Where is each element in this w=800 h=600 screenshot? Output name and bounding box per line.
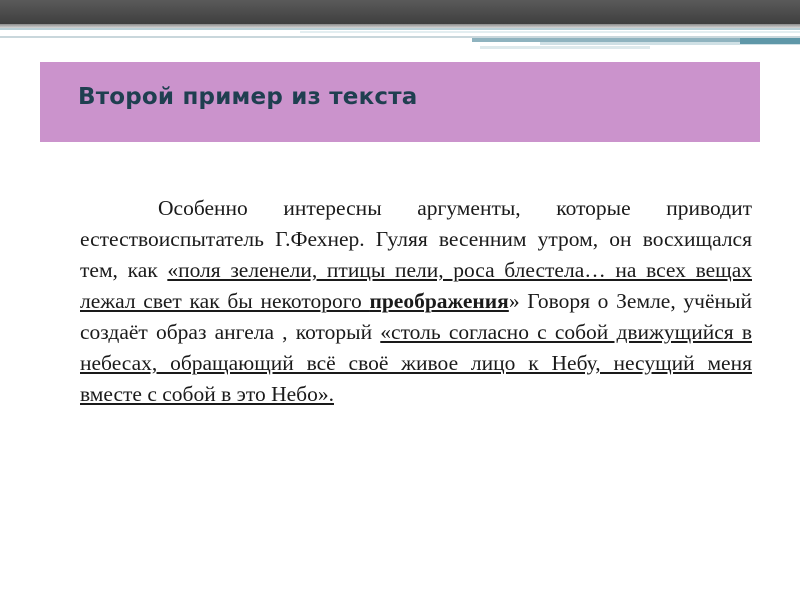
title-banner: [40, 62, 760, 142]
top-decorative-bar: [0, 0, 800, 24]
decorative-line: [0, 28, 800, 30]
quote-angel: «столь согласно с собой движущийся в небесах, обращающий всё своё живое лицо к Небу, несущий меня вместе с собой в это Небо».: [80, 320, 752, 406]
paragraph-text-part2: Говоря о Земле, учёный создаёт образ ангела , который: [80, 289, 752, 344]
decorative-accent: [740, 38, 800, 44]
decorative-line: [300, 31, 800, 33]
quote-fechner-bold-word: преображения: [369, 289, 509, 313]
slide-title: Второй пример из текста: [78, 84, 418, 110]
decorative-line: [480, 46, 650, 49]
body-paragraph: [80, 193, 752, 410]
paragraph-text-part1: Особенно интересны аргументы, которые приводит естествоиспытатель Г.Фехнер. Гуляя весенним утром, он восхищался тем, как: [80, 196, 752, 282]
quote-fechner-close: »: [508, 289, 520, 313]
quote-fechner-text: «поля зеленели, птицы пели, роса блестела… на всех вещах лежал свет как бы некоторого: [80, 258, 752, 313]
